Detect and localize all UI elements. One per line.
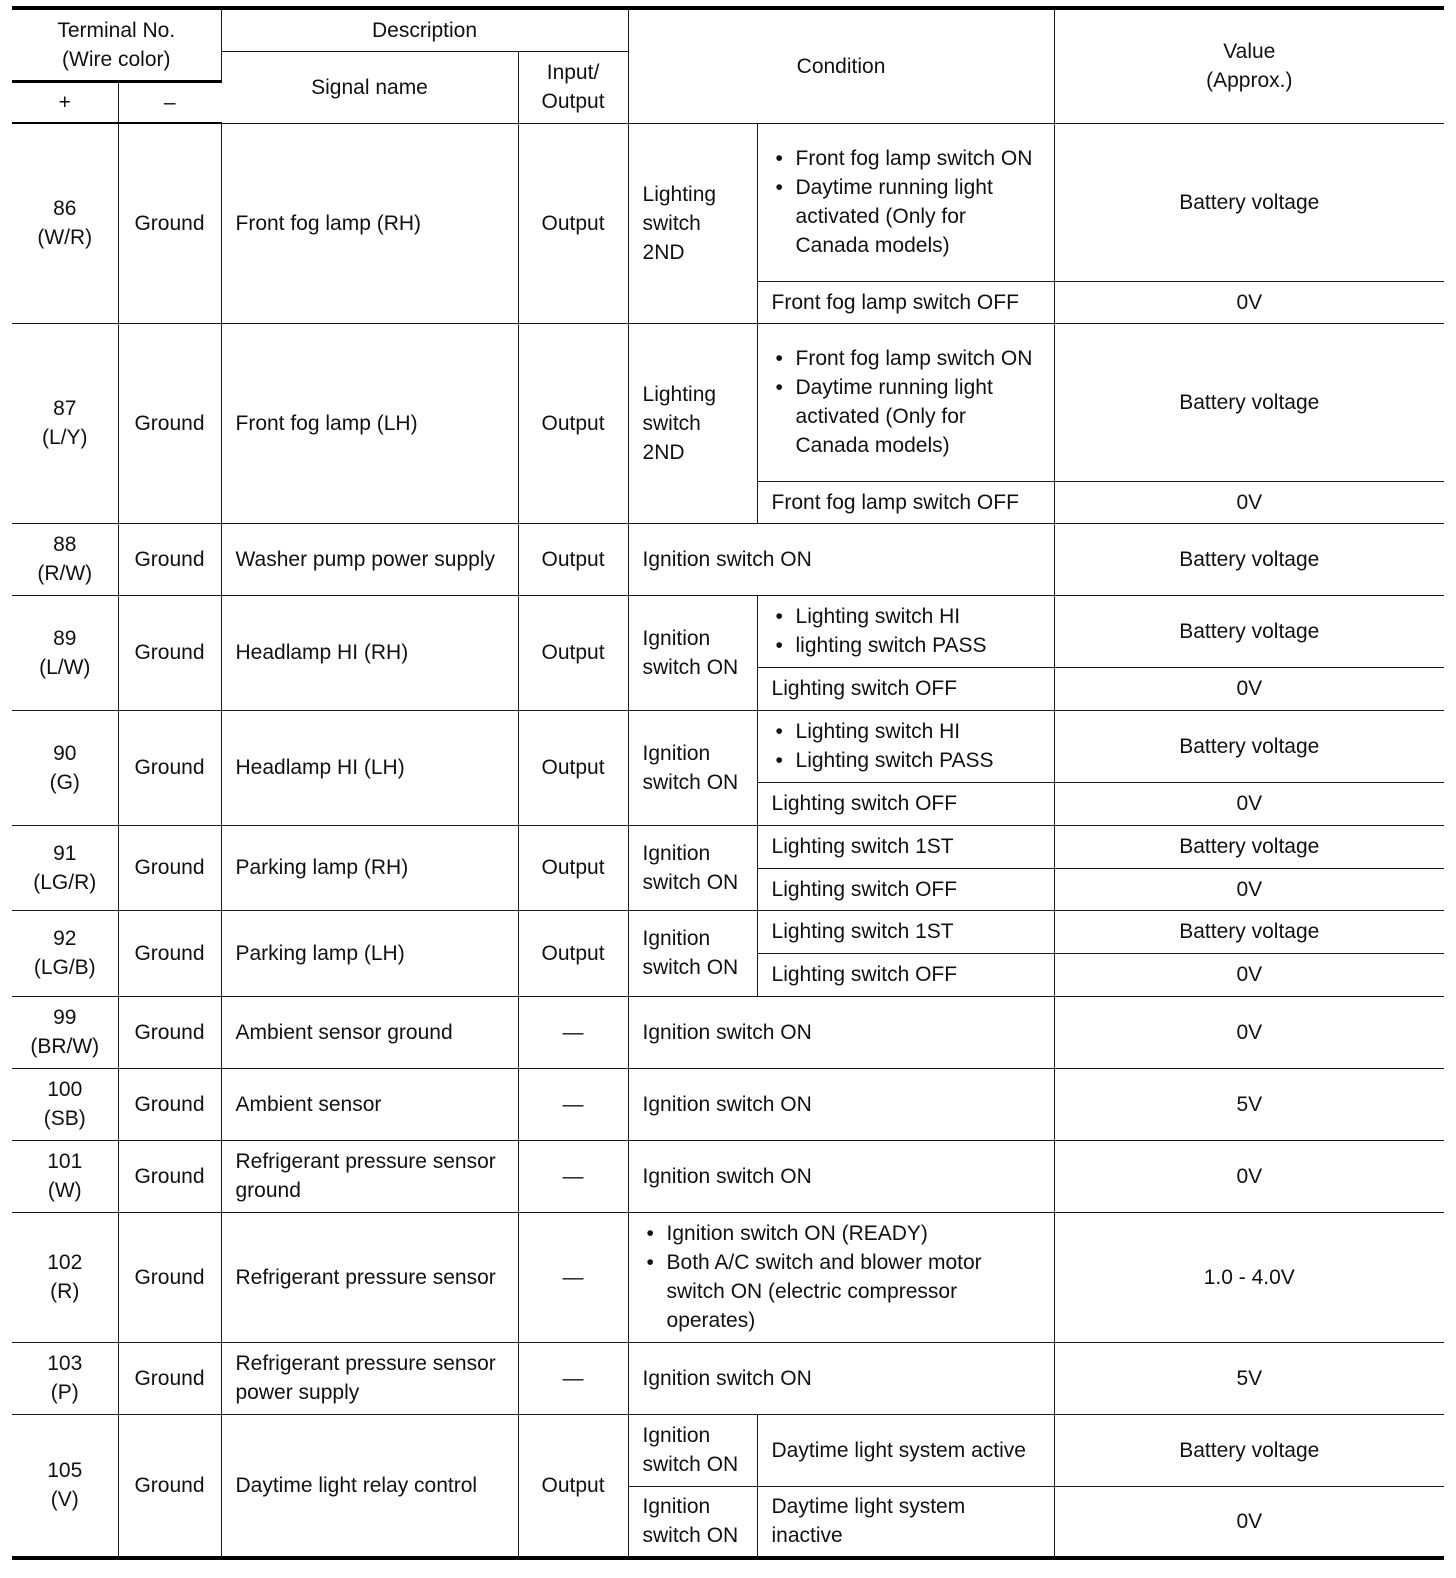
condition-sub-cell: Lighting switch OFF [757,667,1054,710]
header-value [1054,8,1444,123]
condition-bullet-list [772,344,1040,460]
wire-color: (LG/B) [33,956,96,979]
terminal-cell [12,595,118,710]
condition-sub-cell: Front fog lamp switch OFF [757,481,1054,523]
condition-bullet: • Ignition switch ON (READY) [667,1219,1040,1248]
wire-color: (LG/R) [33,870,97,894]
ground-cell: Ground [118,123,221,323]
io-cell: Output [518,710,628,825]
wire-color: (V) [50,1488,79,1512]
value-cell: Battery voltage [1054,710,1444,782]
wire-color: (R/W) [37,562,93,585]
table-row-103 [12,1342,1444,1414]
value-cell: 0V [1054,996,1444,1068]
terminal-cell [12,1140,118,1212]
signal-name-cell: Ambient sensor ground [221,996,518,1068]
table-row-101 [12,1140,1444,1212]
condition-sub-cell: Front fog lamp switch OFF [757,281,1054,323]
signal-name-cell: Front fog lamp (RH) [221,123,518,323]
value-cell: 5V [1054,1342,1444,1414]
condition-main-line: Ignition [642,1495,711,1519]
terminal-cell [12,825,118,910]
io-cell: Output [518,595,628,710]
condition-sub-cell [757,710,1054,782]
signal-name-cell: Refrigerant pressure sensor [221,1212,518,1342]
ground-cell: Ground [118,710,221,825]
condition-main-cell [628,910,757,996]
header-input-output [518,51,628,123]
ground-cell: Ground [118,1414,221,1558]
condition-main-cell [628,323,757,523]
condition-bullet: • lighting switch PASS [796,631,1040,660]
condition-main-cell [628,1414,757,1486]
table-row-88 [12,523,1444,595]
header-minus: – [118,81,221,123]
ground-cell: Ground [118,595,221,710]
condition-sub-cell: Lighting switch OFF [757,953,1054,996]
value-cell: Battery voltage [1054,123,1444,281]
terminal-number: 86 [53,197,77,221]
ground-cell: Ground [118,1140,221,1212]
condition-main-line: Ignition [642,741,711,765]
condition-bullet-list [643,1219,1040,1335]
ground-cell: Ground [118,1212,221,1342]
terminal-cell [12,1342,118,1414]
terminal-cell [12,1414,118,1558]
terminal-number: 99 [53,1006,77,1029]
condition-bullet: • Lighting switch PASS [796,746,1040,775]
condition-cell: Ignition switch ON [628,523,1054,595]
io-cell: Output [518,123,628,323]
ground-cell: Ground [118,523,221,595]
terminal-number: 89 [53,626,77,650]
header-value-approx: (Approx.) [1206,69,1293,93]
terminal-cell [12,710,118,825]
value-cell: 5V [1054,1068,1444,1140]
condition-main-line: switch ON [642,870,739,894]
condition-bullet-list [772,602,1040,660]
ground-cell: Ground [118,1342,221,1414]
condition-main-line: Lighting [642,382,717,406]
condition-sub-cell: Lighting switch 1ST [757,825,1054,868]
wire-color: (SB) [43,1107,86,1130]
header-value-label: Value [1223,40,1276,64]
value-cell: Battery voltage [1054,595,1444,667]
condition-bullet-list [772,144,1040,260]
table-row-105 [12,1414,1444,1486]
condition-main-line: switch ON [642,655,739,679]
value-cell: 0V [1054,868,1444,910]
condition-main-line: switch ON [642,956,739,979]
signal-name-cell: Parking lamp (LH) [221,910,518,996]
terminal-number: 91 [53,841,77,865]
signal-name-cell: Ambient sensor [221,1068,518,1140]
wire-color: (P) [50,1381,79,1404]
wire-color: (L/W) [39,655,91,679]
condition-main-line: switch ON [642,770,739,794]
condition-main-line: Ignition [642,626,711,650]
condition-bullet: • Front fog lamp switch ON [796,144,1040,173]
value-cell: Battery voltage [1054,323,1444,481]
value-cell: 0V [1054,481,1444,523]
table-row-92 [12,910,1444,953]
table-row-91 [12,825,1444,868]
header-condition: Condition [628,8,1054,123]
terminal-number: 103 [47,1352,83,1375]
condition-sub-cell: Lighting switch OFF [757,868,1054,910]
condition-sub-cell [757,323,1054,481]
condition-cell: Ignition switch ON [628,996,1054,1068]
value-cell: 0V [1054,953,1444,996]
wire-color: (G) [49,770,80,794]
value-cell: 0V [1054,782,1444,825]
condition-main-line: switch ON [642,1453,739,1476]
table-row-99 [12,996,1444,1068]
condition-main-cell [628,123,757,323]
terminal-number: 100 [47,1078,83,1101]
condition-bullet: • Lighting switch HI [796,717,1040,746]
io-cell: — [518,1068,628,1140]
header-input-label: Input/ [546,61,600,84]
io-cell: Output [518,825,628,910]
wire-color: (L/Y) [41,426,88,449]
condition-sub-cell: Daytime light system active [757,1414,1054,1486]
condition-cell [628,1212,1054,1342]
table-row-100 [12,1068,1444,1140]
condition-bullet: • Daytime running light activated (Only for Canada models) [796,373,1040,460]
terminal-number: 102 [47,1251,83,1274]
terminal-number: 90 [53,741,77,765]
signal-name-cell: Refrigerant pressure sensor power supply [221,1342,518,1414]
terminal-cell [12,123,118,323]
terminal-number: 101 [47,1150,83,1173]
table-row-89 [12,595,1444,667]
condition-main-line: switch ON [642,1524,739,1548]
condition-main-cell [628,710,757,825]
terminal-cell [12,523,118,595]
io-cell: — [518,996,628,1068]
signal-name-cell: Front fog lamp (LH) [221,323,518,523]
condition-main-line: Ignition [642,841,711,865]
value-cell: 0V [1054,1486,1444,1558]
condition-main-line: Ignition [642,927,711,950]
terminal-table [12,6,1444,1560]
condition-sub-cell: Lighting switch 1ST [757,910,1054,953]
ground-cell: Ground [118,1068,221,1140]
wire-color: (BR/W) [30,1035,100,1058]
table-row-86 [12,123,1444,281]
condition-main-cell [628,595,757,710]
ground-cell: Ground [118,323,221,523]
terminal-cell [12,1068,118,1140]
condition-sub-cell [757,595,1054,667]
terminal-cell [12,323,118,523]
terminal-cell [12,1212,118,1342]
terminal-number: 105 [47,1459,83,1483]
value-cell: Battery voltage [1054,910,1444,953]
condition-bullet: • Front fog lamp switch ON [796,344,1040,373]
signal-name-cell: Refrigerant pressure sensor ground [221,1140,518,1212]
header-signal-name: Signal name [221,51,518,123]
ground-cell: Ground [118,825,221,910]
io-cell: Output [518,910,628,996]
condition-main-line: switch [642,211,701,235]
header-plus: + [12,81,118,123]
condition-bullet: • Lighting switch HI [796,602,1040,631]
value-cell: Battery voltage [1054,523,1444,595]
header-terminal-no: Terminal No. [57,18,176,42]
ground-cell: Ground [118,910,221,996]
condition-main-line: Ignition [642,1424,711,1447]
condition-cell: Ignition switch ON [628,1342,1054,1414]
io-cell: — [518,1212,628,1342]
condition-sub-cell [757,123,1054,281]
value-cell: Battery voltage [1054,825,1444,868]
condition-main-line: Lighting [642,182,717,206]
signal-name-cell: Washer pump power supply [221,523,518,595]
terminal-table-container [12,6,1444,1560]
condition-bullet: • Daytime running light activated (Only for Canada models) [796,173,1040,260]
condition-main-line: switch [642,411,701,435]
wire-color: (W/R) [37,226,93,250]
io-cell: Output [518,1414,628,1558]
table-row-90 [12,710,1444,782]
header-terminal [12,8,221,81]
io-cell: Output [518,523,628,595]
table-row-102 [12,1212,1444,1342]
value-cell: 0V [1054,667,1444,710]
condition-main-cell [628,825,757,910]
signal-name-cell: Parking lamp (RH) [221,825,518,910]
value-cell: 0V [1054,1140,1444,1212]
terminal-cell [12,910,118,996]
terminal-cell [12,996,118,1068]
value-cell: 1.0 - 4.0V [1054,1212,1444,1342]
table-row-87 [12,323,1444,481]
wire-color: (R) [50,1280,80,1303]
value-cell: Battery voltage [1054,1414,1444,1486]
condition-cell: Ignition switch ON [628,1068,1054,1140]
wire-color: (W) [47,1179,82,1202]
condition-sub-cell: Daytime light system inactive [757,1486,1054,1558]
header-description: Description [221,8,628,51]
header-output-label: Output [541,90,605,113]
io-cell: — [518,1140,628,1212]
terminal-number: 92 [53,927,77,950]
condition-bullet-list [772,717,1040,775]
header-wire-color: (Wire color) [62,47,171,71]
condition-main-cell [628,1486,757,1558]
condition-sub-cell: Lighting switch OFF [757,782,1054,825]
terminal-number: 88 [53,533,77,556]
condition-main-line: 2ND [642,240,685,264]
condition-cell: Ignition switch ON [628,1140,1054,1212]
condition-main-line: 2ND [642,440,685,464]
io-cell: — [518,1342,628,1414]
io-cell: Output [518,323,628,523]
value-cell: 0V [1054,281,1444,323]
condition-bullet: • Both A/C switch and blower motor switch ON (electric compressor operates) [667,1248,1040,1335]
terminal-number: 87 [53,397,77,420]
signal-name-cell: Headlamp HI (RH) [221,595,518,710]
signal-name-cell: Headlamp HI (LH) [221,710,518,825]
signal-name-cell: Daytime light relay control [221,1414,518,1558]
ground-cell: Ground [118,996,221,1068]
